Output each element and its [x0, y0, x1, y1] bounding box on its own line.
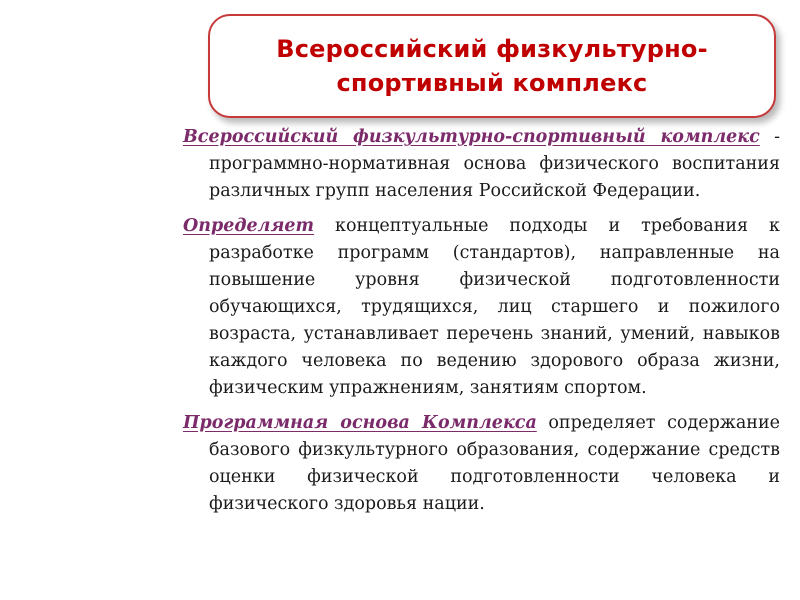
paragraph-definition-text: - программно-нормативная основа физического воспитания различных групп населения Российской Федерации.	[209, 127, 780, 201]
slide-title	[258, 32, 725, 100]
slide-title-line1: Всероссийский физкультурно-	[276, 35, 708, 63]
title-box	[208, 14, 776, 118]
term-complex: Всероссийский физкультурно-спортивный комплекс	[183, 127, 760, 147]
paragraph-program-basis-text: определяет содержание базового физкультурного образования, содержание средств оценки физической подготовленности человека и физического здоровья нации.	[209, 413, 780, 514]
slide-body	[183, 124, 780, 526]
term-program-basis: Программная основа Комплекса	[183, 413, 537, 433]
slide-title-line2: спортивный комплекс	[336, 69, 648, 97]
paragraph-program-basis	[183, 410, 780, 518]
paragraph-defines	[183, 213, 780, 402]
paragraph-defines-text: концептуальные подходы и требования к разработке программ (стандартов), направленные на повышение уровня физической подготовленности обучающихся, трудящихся, лиц старшего и пожилого возраста, устанавливает перечень знаний, умений, навыков каждого человека по ведению здорового образа жизни, физическим упражнениям, занятиям спортом.	[209, 216, 780, 398]
term-defines: Определяет	[183, 216, 315, 236]
paragraph-definition	[183, 124, 780, 205]
